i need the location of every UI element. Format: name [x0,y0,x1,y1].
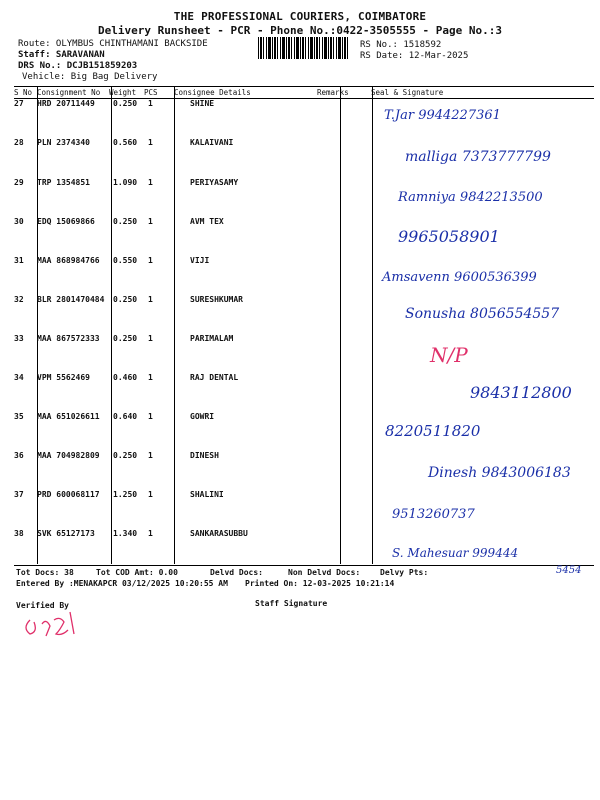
row-pcs: 1 [148,373,153,382]
row-weight: 0.550 [113,256,138,265]
row-consignment: HRD 20711449 [37,99,95,108]
row-consignee: VIJI [190,256,210,265]
row-pcs: 1 [148,451,153,460]
row-consignment: PRD 600068117 [37,490,100,499]
handwritten-note: 5454 [556,565,582,576]
non-delivered-docs: Non Delvd Docs: [288,568,361,577]
row-consignment: MAA 651026611 [37,412,100,421]
row-weight: 0.250 [113,451,138,460]
row-consignment: SVK 65127173 [37,529,95,538]
row-sno: 34 [14,373,24,382]
handwritten-note: malliga 7373777799 [405,149,551,165]
handwritten-note: Sonusha 8056554557 [405,306,560,322]
row-pcs: 1 [148,334,153,343]
row-weight: 0.250 [113,334,138,343]
row-sno: 38 [14,529,24,538]
staff-label: Staff: SARAVANAN [18,50,105,60]
printed-on: Printed On: 12-03-2025 10:21:14 [245,579,395,588]
row-weight: 0.640 [113,412,138,421]
row-consignee: SHALINI [190,490,224,499]
row-sno: 35 [14,412,24,421]
handwritten-note: 9843112800 [470,383,572,402]
row-consignment: MAA 867572333 [37,334,100,343]
col-seal: Seal & Signature [371,88,444,97]
verified-by-label: Verified By [16,601,69,610]
handwritten-note: 8220511820 [385,422,481,440]
col-sno: S No [14,88,33,97]
row-consignment: MAA 868984766 [37,256,100,265]
row-pcs: 1 [148,529,153,538]
row-consignment: BLR 2801470484 [37,295,105,304]
row-consignee: DINESH [190,451,219,460]
handwritten-note: Amsavenn 9600536399 [382,270,537,285]
row-weight: 0.460 [113,373,138,382]
handwritten-note: 9965058901 [398,227,500,246]
row-consignee: SANKARASUBBU [190,529,248,538]
row-consignee: GOWRI [190,412,215,421]
row-consignee: AVM TEX [190,217,224,226]
handwritten-note: 9513260737 [392,507,475,522]
total-docs: Tot Docs: 38 [16,568,74,577]
row-consignee: PARIMALAM [190,334,234,343]
col-pcs: PCS [144,88,158,97]
row-pcs: 1 [148,178,153,187]
row-weight: 0.250 [113,217,138,226]
row-consignee: SURESHKUMAR [190,295,243,304]
row-pcs: 1 [148,295,153,304]
drs-number: DRS No.: DCJB151859203 [18,61,138,71]
row-sno: 27 [14,99,24,108]
row-consignment: VPM 5562469 [37,373,90,382]
row-sno: 29 [14,178,24,187]
row-sno: 30 [14,217,24,226]
np-mark: N/P [430,343,468,367]
delivered-docs: Delvd Docs: [210,568,263,577]
vehicle-label: Vehicle: Big Bag Delivery [22,72,158,82]
entered-by: Entered By :MENAKAPCR 03/12/2025 10:20:55 AM [16,579,228,588]
delivery-points: Delvy Pts: [380,568,429,577]
row-consignee: RAJ DENTAL [190,373,239,382]
row-weight: 0.250 [113,295,138,304]
row-consignee: SHINE [190,99,215,108]
staff-signature-label: Staff Signature [255,599,328,608]
handwritten-note: Dinesh 9843006183 [428,465,571,481]
row-pcs: 1 [148,99,153,108]
company-title: THE PROFESSIONAL COURIERS, COIMBATORE [173,10,427,23]
handwritten-note: T.Jar 9944227361 [384,108,501,123]
col-remarks: Remarks [317,88,349,97]
row-sno: 31 [14,256,24,265]
row-pcs: 1 [148,256,153,265]
row-sno: 33 [14,334,24,343]
col-weight: Weight [109,88,137,97]
row-sno: 36 [14,451,24,460]
row-consignment: MAA 704982809 [37,451,100,460]
row-sno: 28 [14,138,24,147]
row-weight: 0.250 [113,99,138,108]
row-weight: 1.250 [113,490,138,499]
handwritten-note: S. Mahesuar 999444 [392,546,519,560]
row-consignee: PERIYASAMY [190,178,239,187]
row-pcs: 1 [148,490,153,499]
handwritten-note: Ramniya 9842213500 [398,190,543,205]
row-consignment: EDQ 15069866 [37,217,95,226]
col-consignment: Consignment No [37,88,101,97]
row-sno: 32 [14,295,24,304]
verifier-signature [26,612,74,636]
row-sno: 37 [14,490,24,499]
row-weight: 0.560 [113,138,138,147]
row-pcs: 1 [148,412,153,421]
rs-date: RS Date: 12-Mar-2025 [360,51,469,61]
row-pcs: 1 [148,138,153,147]
row-consignee: KALAIVANI [190,138,234,147]
row-consignment: TRP 1354851 [37,178,90,187]
row-weight: 1.090 [113,178,138,187]
row-pcs: 1 [148,217,153,226]
row-consignment: PLN 2374340 [37,138,90,147]
rs-number: RS No.: 1518592 [360,40,442,50]
col-consignee: Consignee Details [174,88,251,97]
row-weight: 1.340 [113,529,138,538]
route-label: Route: OLYMBUS CHINTHAMANI BACKSIDE [18,39,208,49]
runsheet-subtitle: Delivery Runsheet - PCR - Phone No.:0422-3505555 - Page No.:3 [98,24,502,37]
total-cod: Tot COD Amt: 0.00 [96,568,178,577]
